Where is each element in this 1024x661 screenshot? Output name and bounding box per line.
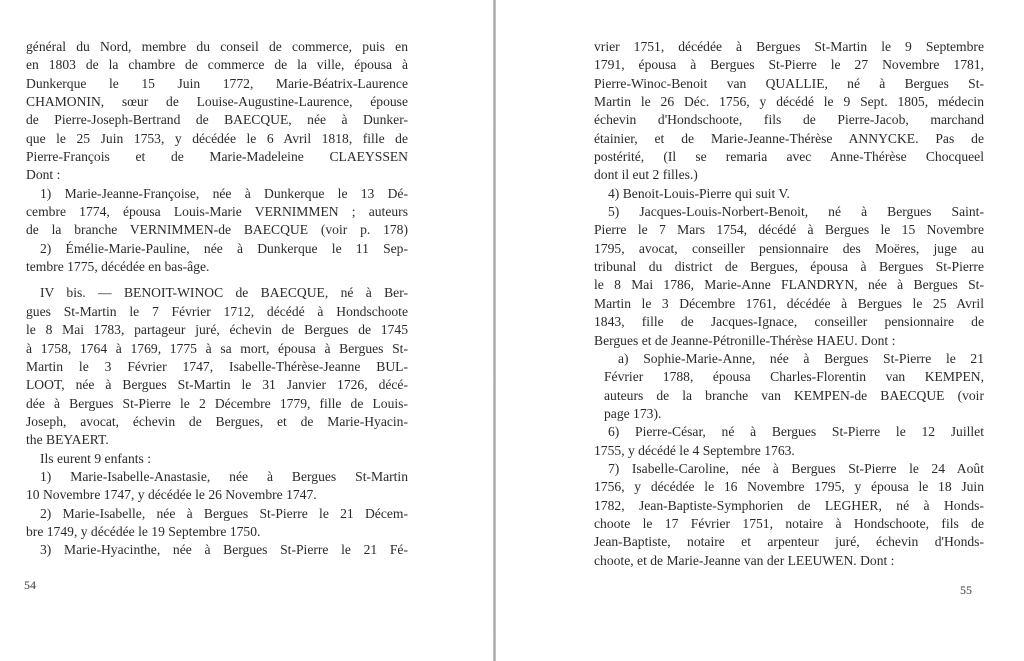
text-line: 10 Novembre 1747, y décédée le 26 Novembre 1747.	[26, 487, 317, 503]
text-line: Joseph, avocat, échevin de Bergues, et de Marie-Hyacin-	[26, 413, 408, 429]
text-line: Bergues et de Jeanne-Pétronille-Thérèse HAEU. Dont :	[594, 332, 896, 348]
text-line: 1843, fille de Jacques-Ignace, conseiller pensionnaire de	[594, 314, 984, 330]
text-line: page 173).	[604, 405, 662, 421]
text-line: de Pierre-Joseph-Bertrand de BAECQUE, née à Dunker-	[26, 112, 408, 128]
child-entry-line: 1) Marie-Jeanne-Françoise, née à Dunkerque le 13 Dé-	[40, 185, 408, 201]
text-line: auteurs de la branche van KEMPEN-de BAECQUE (voir	[604, 387, 984, 403]
child-entry-line: 2) Émélie-Marie-Pauline, née à Dunkerque le 11 Sep-	[40, 240, 408, 256]
text-line: de la branche VERNIMMEN-de BAECQUE (voir p. 178)	[26, 222, 408, 238]
text-line: Martin le 3 Février 1747, Isabelle-Thérèse-Jeanne BUL-	[26, 358, 408, 374]
text-line: postérité, (Il se remaria avec Anne-Thérèse Chocqueel	[594, 149, 984, 165]
text-line: Dont :	[26, 167, 61, 183]
left-page-text	[26, 38, 408, 560]
text-line: Pierre-Winoc-Benoit van QUALLIE, né à Bergues St-	[594, 75, 984, 91]
children-intro-line: Ils eurent 9 enfants :	[40, 450, 151, 466]
text-line: 1755, y décédé le 4 Septembre 1763.	[594, 442, 795, 458]
text-line: CHAMONIN, sœur de Louise-Augustine-Laurence, épouse	[26, 94, 408, 110]
text-line: Pierre le 7 Mars 1754, décédé à Bergues le 15 Novembre	[594, 222, 984, 238]
grandchild-entry-line: a) Sophie-Marie-Anne, née à Bergues St-Pierre le 21	[618, 350, 984, 366]
child-entry-line: 4) Benoit-Louis-Pierre qui suit V.	[608, 185, 790, 201]
text-line: Martin le 3 Décembre 1761, décédée à Bergues le 25 Avril	[594, 295, 984, 311]
text-line: vrier 1751, décédée à Bergues St-Martin le 9 Septembre	[594, 39, 984, 54]
right-page	[496, 0, 1024, 661]
child-entry-line: 3) Marie-Hyacinthe, née à Bergues St-Pierre le 21 Fé-	[40, 542, 408, 558]
text-line: LOOT, née à Bergues St-Martin le 31 Janvier 1726, décé-	[26, 377, 408, 393]
text-line: the BEYAERT.	[26, 432, 109, 448]
text-line: dont il eut 2 filles.)	[594, 167, 698, 183]
text-line: à 1758, 1764 à 1769, 1775 à sa mort, épousa à Bergues St-	[26, 340, 408, 356]
text-line: bre 1749, y décédée le 19 Septembre 1750.	[26, 523, 261, 539]
text-line: en 1803 de la chambre de commerce de la ville, épousa à	[26, 57, 408, 73]
text-line: 1795, avocat, conseiller pensionnaire des Moëres, juge au	[594, 240, 984, 256]
text-line: étainier, et de Marie-Jeanne-Thérèse ANNYCKE. Pas de	[594, 130, 984, 146]
text-line: choote, et de Marie-Jeanne van der LEEUWEN. Dont :	[594, 552, 895, 568]
right-page-text	[594, 38, 984, 570]
text-line: échevin d'Hondschoote, fils de Pierre-Jacob, marchand	[594, 112, 984, 128]
child-entry-line: 6) Pierre-César, né à Bergues St-Pierre le 12 Juillet	[608, 424, 984, 440]
text-line: dée à Bergues St-Pierre le 2 Décembre 1779, fille de Louis-	[26, 395, 408, 411]
left-page	[0, 0, 493, 661]
child-entry-line: 2) Marie-Isabelle, née à Bergues St-Pierre le 21 Décem-	[40, 505, 408, 521]
text-line: tembre 1775, décédée en bas-âge.	[26, 259, 210, 275]
text-line: le 8 Mai 1786, Marie-Anne FLANDRYN, née à Bergues St-	[594, 277, 984, 293]
child-entry-line: 5) Jacques-Louis-Norbert-Benoit, né à Bergues Saint-	[608, 204, 984, 220]
text-line: choote le 17 Février 1751, notaire à Hondschoote, fils de	[594, 515, 984, 531]
section-heading-line: IV bis. — BENOIT-WINOC de BAECQUE, né à Ber-	[40, 285, 408, 301]
text-line: Pierre-François et de Marie-Madeleine CLAEYSSEN	[26, 149, 408, 165]
text-line: que le 25 Juin 1753, y décédée le 6 Avril 1818, fille de	[26, 130, 408, 146]
page-number-left: 54	[24, 578, 36, 592]
text-line: Dunkerque le 15 Juin 1772, Marie-Béatrix-Laurence	[26, 75, 408, 91]
text-line: 1756, y décédée le 16 Novembre 1795, y épousa le 18 Juin	[594, 479, 984, 495]
child-entry-line: 1) Marie-Isabelle-Anastasie, née à Bergues St-Martin	[40, 468, 408, 484]
text-line: Jean-Baptiste, notaire et arpenteur juré, échevin d'Honds-	[594, 534, 984, 550]
text-line: tribunal du district de Bergues, épousa à Bergues St-Pierre	[594, 259, 984, 275]
text-line: 1791, épousa à Bergues St-Pierre le 27 Novembre 1781,	[594, 57, 984, 73]
text-line: Février 1788, épousa Charles-Florentin van KEMPEN,	[604, 369, 984, 385]
page-number-right: 55	[960, 583, 972, 597]
text-line: général du Nord, membre du conseil de commerce, puis en	[26, 39, 408, 54]
text-line: gues St-Martin le 7 Février 1712, décédé à Hondschoote	[26, 303, 408, 319]
text-line: Martin le 26 Déc. 1756, y décédé le 9 Sept. 1805, médecin	[594, 94, 984, 110]
child-entry-line: 7) Isabelle-Caroline, née à Bergues St-Pierre le 24 Août	[608, 460, 984, 476]
text-line: le 8 Mai 1783, partageur juré, échevin de Bergues de 1745	[26, 322, 408, 338]
text-line: cembre 1774, épousa Louis-Marie VERNIMMEN ; auteurs	[26, 204, 408, 220]
text-line: 1782, Jean-Baptiste-Symphorien de LEGHER, né à Honds-	[594, 497, 984, 513]
